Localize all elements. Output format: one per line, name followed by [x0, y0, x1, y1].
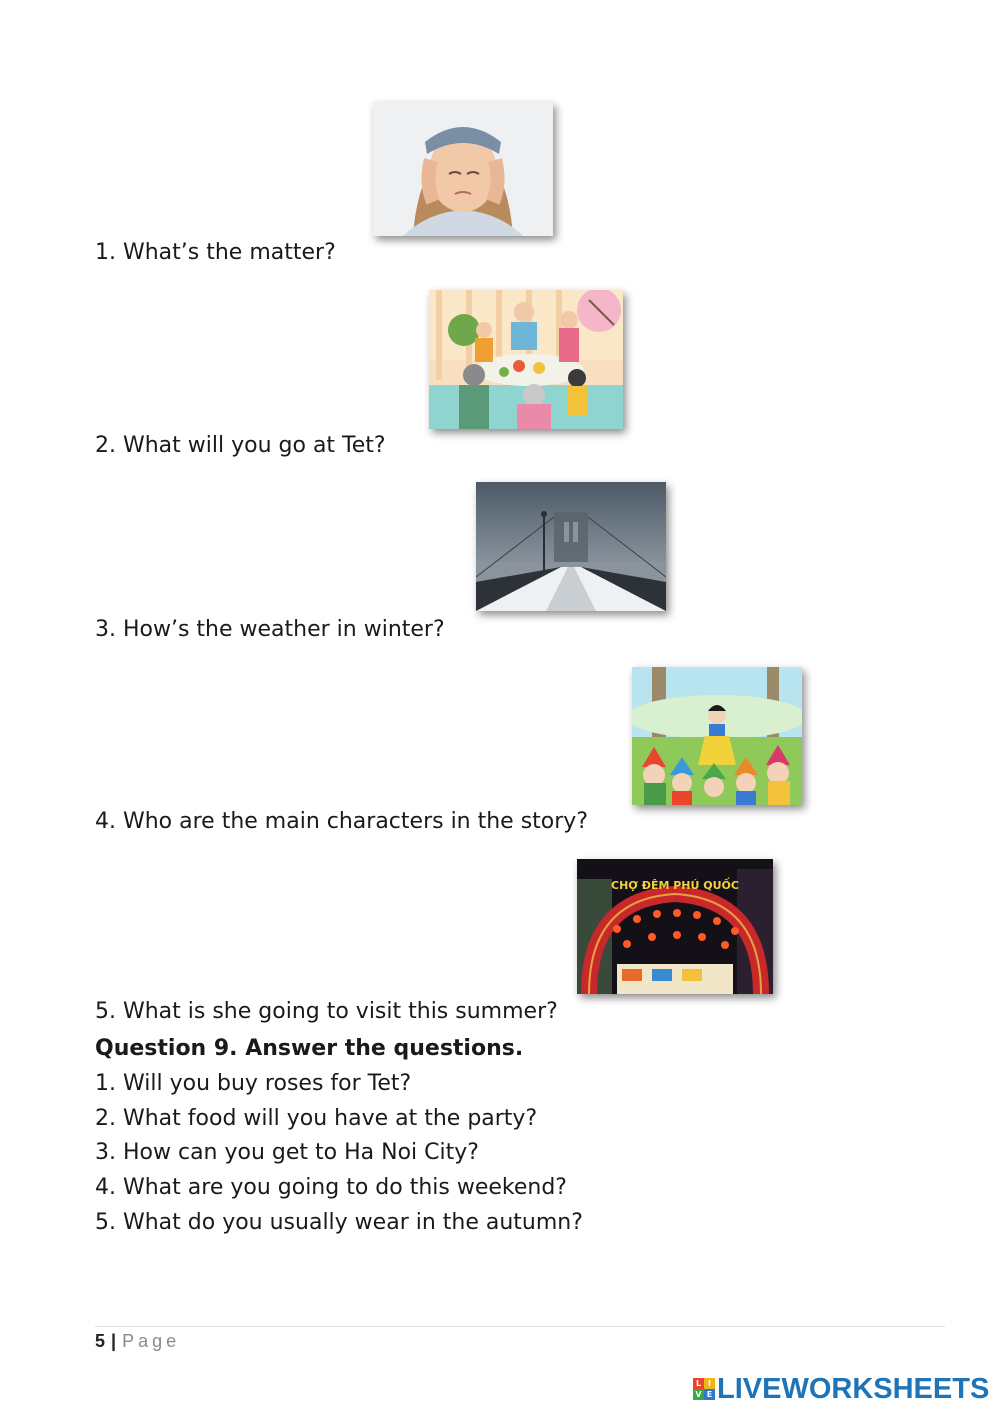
footer-divider — [95, 1326, 945, 1327]
night-market-photo — [577, 859, 773, 994]
question-4: 4. Who are the main characters in the story? — [95, 809, 589, 834]
liveworksheets-brand — [693, 1372, 989, 1406]
question-3: 3. How’s the weather in winter? — [95, 617, 445, 642]
page-number: 5 — [95, 1331, 106, 1351]
answer-question-2: 2. What food will you have at the party? — [95, 1106, 538, 1131]
snowy-bridge-photo — [476, 482, 666, 611]
brand-name: LIVEWORKSHEETS — [717, 1372, 990, 1405]
night-market-sign: CHỢ ĐÊM PHÚ QUỐC — [611, 879, 739, 892]
page-footer — [95, 1331, 180, 1352]
answer-question-4: 4. What are you going to do this weekend? — [95, 1175, 567, 1200]
snow-white-dwarfs-illustration — [632, 667, 802, 805]
headache-girl-photo — [373, 102, 553, 236]
question-2: 2. What will you go at Tet? — [95, 433, 386, 458]
family-tet-meal-illustration — [429, 290, 623, 429]
liveworksheets-logo-icon: L I V E — [693, 1378, 715, 1400]
question-5: 5. What is she going to visit this summer? — [95, 999, 558, 1024]
section-heading: Question 9. Answer the questions. — [95, 1036, 524, 1061]
answer-question-1: 1. Will you buy roses for Tet? — [95, 1071, 412, 1096]
answer-question-5: 5. What do you usually wear in the autumn? — [95, 1210, 583, 1235]
answer-question-3: 3. How can you get to Ha Noi City? — [95, 1140, 479, 1165]
page-separator: | — [111, 1331, 117, 1351]
page-word: Page — [122, 1331, 181, 1351]
question-1: 1. What’s the matter? — [95, 240, 336, 265]
